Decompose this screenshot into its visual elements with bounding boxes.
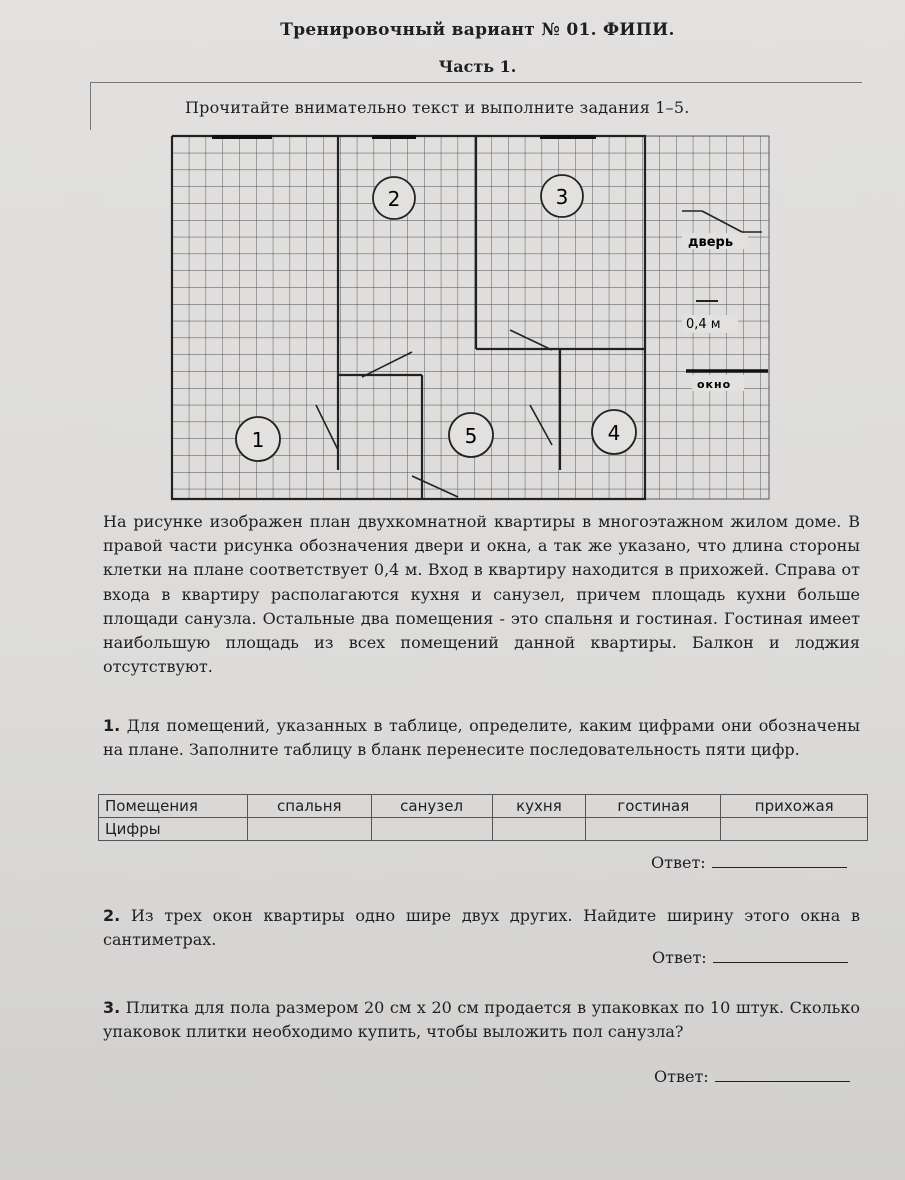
task-3	[103, 996, 860, 1044]
task-3-answer-field[interactable]	[715, 1067, 850, 1082]
room-label-4	[592, 410, 636, 454]
room-cell-hallway: прихожая	[721, 795, 868, 818]
task-1-answer-field[interactable]	[712, 853, 847, 868]
digit-input-bathroom[interactable]	[371, 818, 492, 841]
task-2-text: Из трех окон квартиры одно шире двух других. Найдите ширину этого окна в сантиметрах.	[103, 906, 860, 949]
table-row-rooms	[99, 795, 868, 818]
instruction-text: Прочитайте внимательно текст и выполните задания 1–5.	[185, 98, 690, 117]
task-2-number: 2.	[103, 906, 121, 925]
page-title: Тренировочный вариант № 01. ФИПИ.	[280, 20, 675, 40]
room-number-5: 5	[464, 424, 478, 448]
room-number-3: 3	[555, 185, 569, 209]
legend-window-label: окно	[697, 378, 732, 391]
room-cell-bedroom: спальня	[248, 795, 372, 818]
room-cell-living: гостиная	[586, 795, 721, 818]
task-1-answer	[651, 853, 847, 872]
legend-cell-label: 0,4 м	[686, 317, 721, 332]
room-number-4: 4	[607, 421, 621, 445]
digit-input-hallway[interactable]	[721, 818, 868, 841]
digit-input-kitchen[interactable]	[492, 818, 586, 841]
room-cell-bathroom: санузел	[371, 795, 492, 818]
task-1-text: Для помещений, указанных в таблице, определите, каким цифрами они обозначены на плане. Заполните таблицу в бланк перенесите последовательность пяти цифр.	[103, 716, 860, 759]
rooms-table	[98, 794, 868, 841]
task-2	[103, 904, 860, 952]
task-3-answer	[654, 1067, 850, 1086]
room-label-5	[449, 413, 493, 457]
part-title: Часть 1.	[438, 57, 517, 76]
task-3-number: 3.	[103, 998, 121, 1017]
task-2-answer-label: Ответ:	[652, 948, 707, 967]
table-row-digits	[99, 818, 868, 841]
digit-input-bedroom[interactable]	[248, 818, 372, 841]
room-label-2	[373, 177, 415, 219]
task-1-answer-label: Ответ:	[651, 853, 706, 872]
digit-input-living[interactable]	[586, 818, 721, 841]
room-label-3	[541, 175, 583, 217]
digits-header-cell: Цифры	[99, 818, 248, 841]
task-2-answer	[652, 948, 848, 967]
floor-plan	[0, 0, 905, 510]
task-2-answer-field[interactable]	[713, 948, 848, 963]
rooms-header-cell: Помещения	[99, 795, 248, 818]
room-number-2: 2	[387, 187, 401, 211]
task-1-number: 1.	[103, 716, 121, 735]
plan-description: На рисунке изображен план двухкомнатной квартиры в многоэтажном жилом доме. В правой части рисунка обозначения двери и окна, а так же указано, что длина стороны клетки на плане соответствует 0,4 м. Вход в квартиру находится в прихожей. Справа от входа в квартиру располагаются кухня и санузел, причем площадь кухни больше площади санузла. Остальные два помещения - это спальня и гостиная. Гостиная имеет наибольшую площадь из всех помещений данной квартиры. Балкон и лоджия отсутствуют.	[103, 512, 860, 677]
room-label-1	[236, 417, 280, 461]
room-number-1: 1	[251, 428, 265, 452]
task-3-text: Плитка для пола размером 20 см х 20 см продается в упаковках по 10 штук. Сколько упаковок плитки необходимо купить, чтобы выложить пол санузла?	[103, 998, 861, 1041]
legend-door-label: дверь	[688, 235, 734, 250]
room-cell-kitchen: кухня	[492, 795, 586, 818]
task-3-answer-label: Ответ:	[654, 1067, 709, 1086]
task-1	[103, 714, 860, 762]
